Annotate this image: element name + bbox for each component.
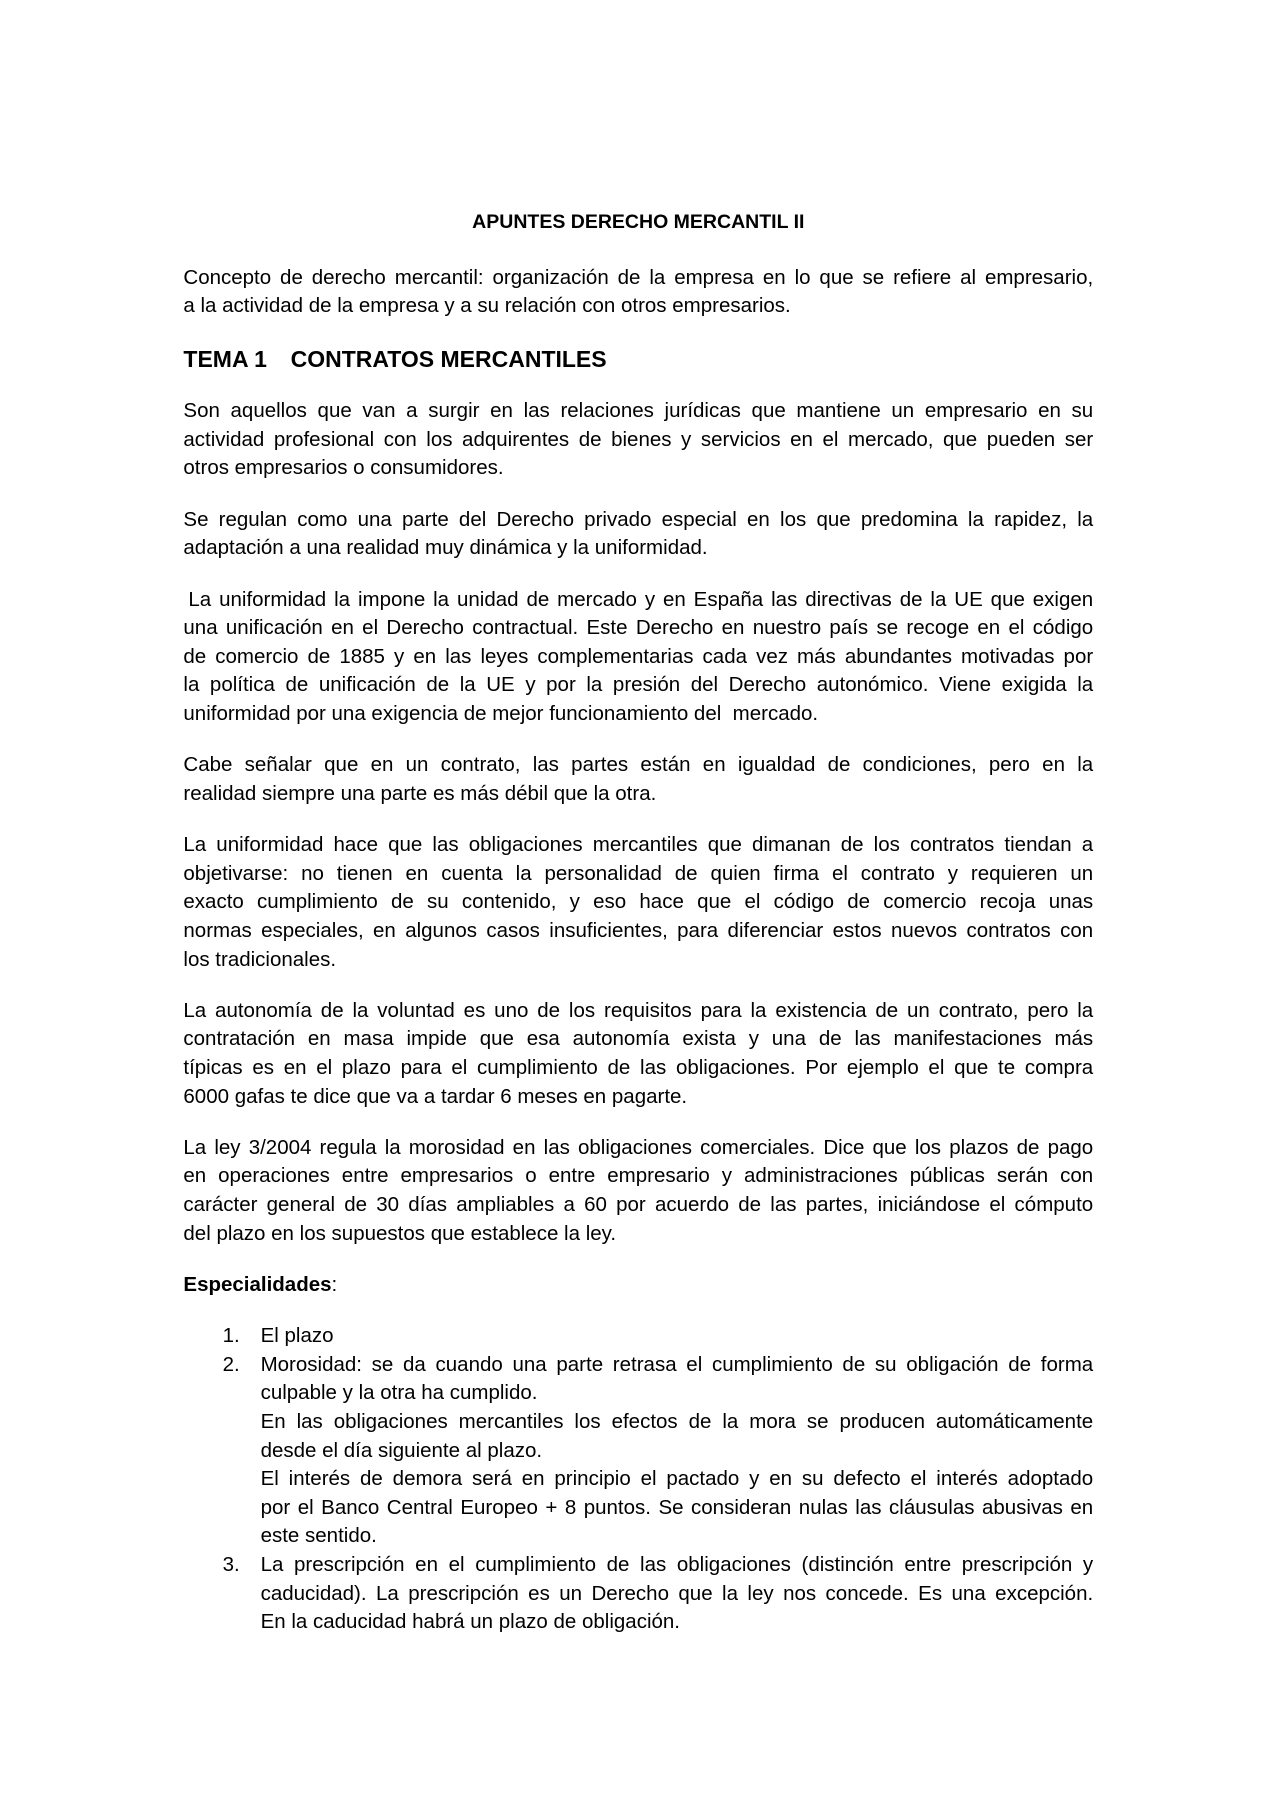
text-line: En las obligaciones mercantiles los efectos de la mora se producen automáticamente [260, 1409, 1094, 1433]
text-line: uniformidad por una exigencia de mejor funcionamiento del mercado. [183, 701, 819, 725]
intro-paragraph [183, 264, 1093, 321]
body-paragraph [183, 831, 1093, 974]
list-number: 1. [222, 1324, 240, 1348]
text-line: actividad profesional con los adquirentes de bienes y servicios en el mercado, que pueden ser [183, 427, 1094, 451]
section-heading [183, 342, 1093, 376]
text-line: a la actividad de la empresa y a su relación con otros empresarios. [183, 294, 791, 318]
text-line: del plazo en los supuestos que establece la ley. [183, 1221, 617, 1245]
specialties-label: Especialidades [183, 1272, 332, 1296]
body-paragraph [183, 397, 1093, 483]
list-item-paragraph [261, 1408, 1094, 1465]
text-line: En la caducidad habrá un plazo de obligación. [260, 1610, 680, 1634]
text-line: otros empresarios o consumidores. [183, 456, 504, 480]
body-paragraph [183, 586, 1093, 729]
body-paragraph [183, 997, 1093, 1111]
list-number: 3. [222, 1552, 240, 1576]
text-line: La ley 3/2004 regula la morosidad en las obligaciones comerciales. Dice que los plazos de pago [183, 1135, 1094, 1159]
text-line: Cabe señalar que en un contrato, las partes están en igualdad de condiciones, pero en la [183, 753, 1094, 777]
text-line: Se regulan como una parte del Derecho privado especial en los que predomina la rapidez, la [183, 507, 1094, 531]
text-line: típicas es en el plazo para el cumplimiento de las obligaciones. Por ejemplo el que te compra [183, 1055, 1094, 1079]
text-line: exacto cumplimiento de su contenido, y eso hace que el código de comercio recoja unas [183, 890, 1094, 914]
body-paragraph [183, 751, 1093, 808]
specialties-heading [183, 1271, 1093, 1300]
text-line: una unificación en el Derecho contractual. Este Derecho en nuestro país se recoge en el código [183, 616, 1094, 640]
text-line: de comercio de 1885 y en las leyes complementarias cada vez más abundantes motivadas por [183, 644, 1094, 668]
specialties-colon: : [331, 1272, 338, 1296]
document-title: APUNTES DERECHO MERCANTIL II [472, 211, 805, 234]
text-line: culpable y la otra ha cumplido. [260, 1381, 538, 1405]
list-item [183, 1322, 1093, 1351]
text-line: Morosidad: se da cuando una parte retrasa el cumplimiento de su obligación de forma [260, 1352, 1094, 1376]
text-line: contratación en masa impide que esa autonomía exista y una de las manifestaciones más [183, 1027, 1094, 1051]
text-line: este sentido. [260, 1524, 377, 1548]
text-line: 6000 gafas te dice que va a tardar 6 meses en pagarte. [183, 1084, 688, 1108]
text-line: desde el día siguiente al plazo. [260, 1438, 543, 1462]
section-body [183, 397, 1093, 1248]
text-line: la política de unificación de la UE y por la presión del Derecho autonómico. Viene exigida la [183, 673, 1094, 697]
section-title: CONTRATOS MERCANTILES [290, 346, 607, 373]
body-paragraph [183, 506, 1093, 563]
list-item [183, 1551, 1093, 1637]
text-line: La uniformidad hace que las obligaciones mercantiles que dimanan de los contratos tiendan a [183, 833, 1094, 857]
text-line: carácter general de 30 días ampliables a 60 por acuerdo de las partes, iniciándose el cómputo [183, 1193, 1094, 1217]
text-line: objetivarse: no tienen en cuenta la personalidad de quien firma el contrato y requieren un [183, 861, 1094, 885]
list-item-paragraph [261, 1351, 1094, 1408]
document-content [183, 208, 1093, 1636]
text-line: El plazo [260, 1324, 334, 1348]
text-line: por el Banco Central Europeo + 8 puntos. Se consideran nulas las cláusulas abusivas en [260, 1495, 1094, 1519]
list-item-paragraph [261, 1551, 1094, 1637]
list-item-paragraph [261, 1465, 1094, 1551]
text-line: La autonomía de la voluntad es uno de los requisitos para la existencia de un contrato, pero la [183, 998, 1094, 1022]
text-line: los tradicionales. [183, 947, 337, 971]
text-line: normas especiales, en algunos casos insuficientes, para diferenciar estos nuevos contratos con [183, 918, 1094, 942]
text-line: en operaciones entre empresarios o entre empresario y administraciones públicas serán con [183, 1164, 1094, 1188]
specialties-list [183, 1322, 1093, 1637]
list-number: 2. [222, 1352, 240, 1376]
section-number: TEMA 1 [183, 346, 267, 373]
body-paragraph [183, 1134, 1093, 1248]
text-line: caducidad). La prescripción es un Derecho que la ley nos concede. Es una excepción. [260, 1581, 1094, 1605]
text-line: Concepto de derecho mercantil: organización de la empresa en lo que se refiere al empresario, [183, 265, 1094, 289]
list-item-paragraph [261, 1322, 1094, 1351]
text-line: La uniformidad la impone la unidad de mercado y en España las directivas de la UE que exigen [188, 587, 1094, 611]
text-line: adaptación a una realidad muy dinámica y la uniformidad. [183, 536, 708, 560]
text-line: realidad siempre una parte es más débil que la otra. [183, 781, 657, 805]
text-line: La prescripción en el cumplimiento de las obligaciones (distinción entre prescripción y [260, 1552, 1094, 1576]
text-line: Son aquellos que van a surgir en las relaciones jurídicas que mantiene un empresario en su [183, 399, 1094, 423]
text-line: El interés de demora será en principio el pactado y en su defecto el interés adoptado [260, 1467, 1094, 1491]
list-item [183, 1351, 1093, 1551]
